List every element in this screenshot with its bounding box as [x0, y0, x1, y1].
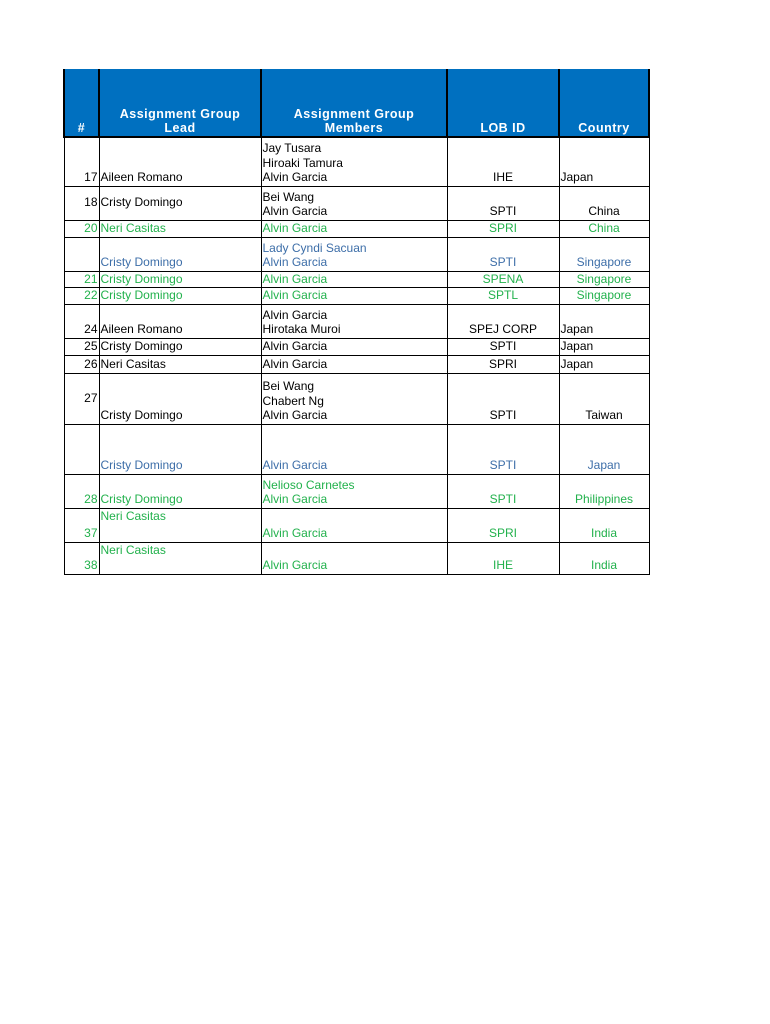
- table-row: [64, 237, 649, 271]
- cell-country: China: [559, 186, 649, 220]
- cell-country: Japan: [559, 424, 649, 474]
- cell-lead: Cristy Domingo: [99, 373, 261, 424]
- cell-lead: Aileen Romano: [99, 304, 261, 338]
- cell-lob: SPTI: [447, 338, 559, 355]
- cell-lead: Neri Casitas: [99, 508, 261, 542]
- cell-lead: Cristy Domingo: [99, 424, 261, 474]
- cell-members: [261, 137, 447, 186]
- cell-country: Taiwan: [559, 373, 649, 424]
- member-name: Bei Wang: [262, 189, 315, 204]
- assignment-table: [63, 69, 650, 575]
- header-members-label: Assignment Group Members: [293, 107, 415, 135]
- table-row: [64, 542, 649, 574]
- cell-lob: IHE: [447, 137, 559, 186]
- member-name: Alvin Garcia: [262, 255, 328, 269]
- cell-country: India: [559, 508, 649, 542]
- cell-lob: SPENA: [447, 271, 559, 288]
- member-name: Alvin Garcia: [262, 492, 328, 506]
- cell-num: 22: [64, 288, 99, 305]
- table-row: [64, 271, 649, 288]
- cell-members: [261, 508, 447, 542]
- cell-lead: Cristy Domingo: [99, 186, 261, 220]
- cell-members: [261, 220, 447, 237]
- cell-members: [261, 304, 447, 338]
- table-row: [64, 508, 649, 542]
- table-row: [64, 137, 649, 186]
- cell-members: [261, 373, 447, 424]
- member-name: Alvin Garcia: [262, 204, 328, 218]
- cell-num: 25: [64, 338, 99, 355]
- cell-members: [261, 186, 447, 220]
- table-row: [64, 288, 649, 305]
- cell-num: 18: [64, 186, 99, 220]
- cell-num: [64, 424, 99, 474]
- cell-lead: Aileen Romano: [99, 137, 261, 186]
- member-name: Bei Wang: [262, 379, 315, 393]
- cell-members: [261, 237, 447, 271]
- cell-country: Japan: [559, 338, 649, 355]
- cell-lead: Cristy Domingo: [99, 237, 261, 271]
- cell-country: Japan: [559, 355, 649, 373]
- cell-num: 28: [64, 474, 99, 508]
- cell-members: [261, 271, 447, 288]
- member-name: Chabert Ng: [262, 393, 324, 408]
- member-name: Alvin Garcia: [262, 307, 328, 322]
- cell-lead: Neri Casitas: [99, 220, 261, 237]
- table-row: [64, 304, 649, 338]
- member-name: Hiroaki Tamura: [262, 155, 343, 170]
- cell-num: 27: [64, 373, 99, 424]
- cell-lob: SPTI: [447, 424, 559, 474]
- cell-num: 26: [64, 355, 99, 373]
- cell-lob: SPRI: [447, 220, 559, 237]
- cell-country: Singapore: [559, 237, 649, 271]
- member-name: Alvin Garcia: [262, 458, 328, 472]
- cell-lead: Cristy Domingo: [99, 288, 261, 305]
- cell-country: Japan: [559, 304, 649, 338]
- cell-lead: Neri Casitas: [99, 355, 261, 373]
- cell-lob: SPTL: [447, 288, 559, 305]
- member-name: Alvin Garcia: [262, 288, 328, 302]
- header-lob: LOB ID: [447, 69, 559, 137]
- header-country: Country: [559, 69, 649, 137]
- cell-lob: SPEJ CORP: [447, 304, 559, 338]
- cell-num: 20: [64, 220, 99, 237]
- cell-lob: SPTI: [447, 474, 559, 508]
- cell-country: Japan: [559, 137, 649, 186]
- table-row: [64, 338, 649, 355]
- cell-lob: SPTI: [447, 237, 559, 271]
- cell-lob: SPRI: [447, 355, 559, 373]
- cell-country: Singapore: [559, 271, 649, 288]
- cell-num: 21: [64, 271, 99, 288]
- cell-members: [261, 474, 447, 508]
- member-name: Nelioso Carnetes: [262, 477, 355, 492]
- table-row: [64, 424, 649, 474]
- cell-num: 37: [64, 508, 99, 542]
- cell-lob: SPRI: [447, 508, 559, 542]
- cell-lob: SPTI: [447, 373, 559, 424]
- cell-country: India: [559, 542, 649, 574]
- cell-lob: SPTI: [447, 186, 559, 220]
- member-name: Alvin Garcia: [262, 271, 328, 286]
- table-row: [64, 355, 649, 373]
- cell-lead: Cristy Domingo: [99, 338, 261, 355]
- cell-lob: IHE: [447, 542, 559, 574]
- header-num: #: [64, 69, 99, 137]
- header-lead: [99, 69, 261, 137]
- member-name: Alvin Garcia: [262, 558, 328, 572]
- member-name: Lady Cyndi Sacuan: [262, 240, 367, 255]
- cell-country: Singapore: [559, 288, 649, 305]
- cell-members: [261, 424, 447, 474]
- cell-lead: Cristy Domingo: [99, 271, 261, 288]
- cell-members: [261, 542, 447, 574]
- header-lead-label: Assignment Group Lead: [119, 107, 241, 135]
- table-row: [64, 474, 649, 508]
- cell-members: [261, 355, 447, 373]
- member-name: Alvin Garcia: [262, 408, 328, 422]
- member-name: Alvin Garcia: [262, 170, 328, 184]
- cell-lead: Neri Casitas: [99, 542, 261, 574]
- member-name: Alvin Garcia: [262, 357, 328, 371]
- cell-lead: Cristy Domingo: [99, 474, 261, 508]
- cell-num: 17: [64, 137, 99, 186]
- cell-country: Philippines: [559, 474, 649, 508]
- member-name: Alvin Garcia: [262, 221, 328, 235]
- cell-country: China: [559, 220, 649, 237]
- table-row: [64, 220, 649, 237]
- header-row: [64, 69, 649, 137]
- cell-num: [64, 237, 99, 271]
- cell-num: 38: [64, 542, 99, 574]
- header-members: [261, 69, 447, 137]
- member-name: Jay Tusara: [262, 141, 322, 155]
- table-row: [64, 186, 649, 220]
- member-name: Alvin Garcia: [262, 339, 328, 353]
- cell-num: 24: [64, 304, 99, 338]
- cell-members: [261, 338, 447, 355]
- cell-members: [261, 288, 447, 305]
- member-name: Hirotaka Muroi: [262, 322, 341, 336]
- member-name: Alvin Garcia: [262, 526, 328, 540]
- table-row: [64, 373, 649, 424]
